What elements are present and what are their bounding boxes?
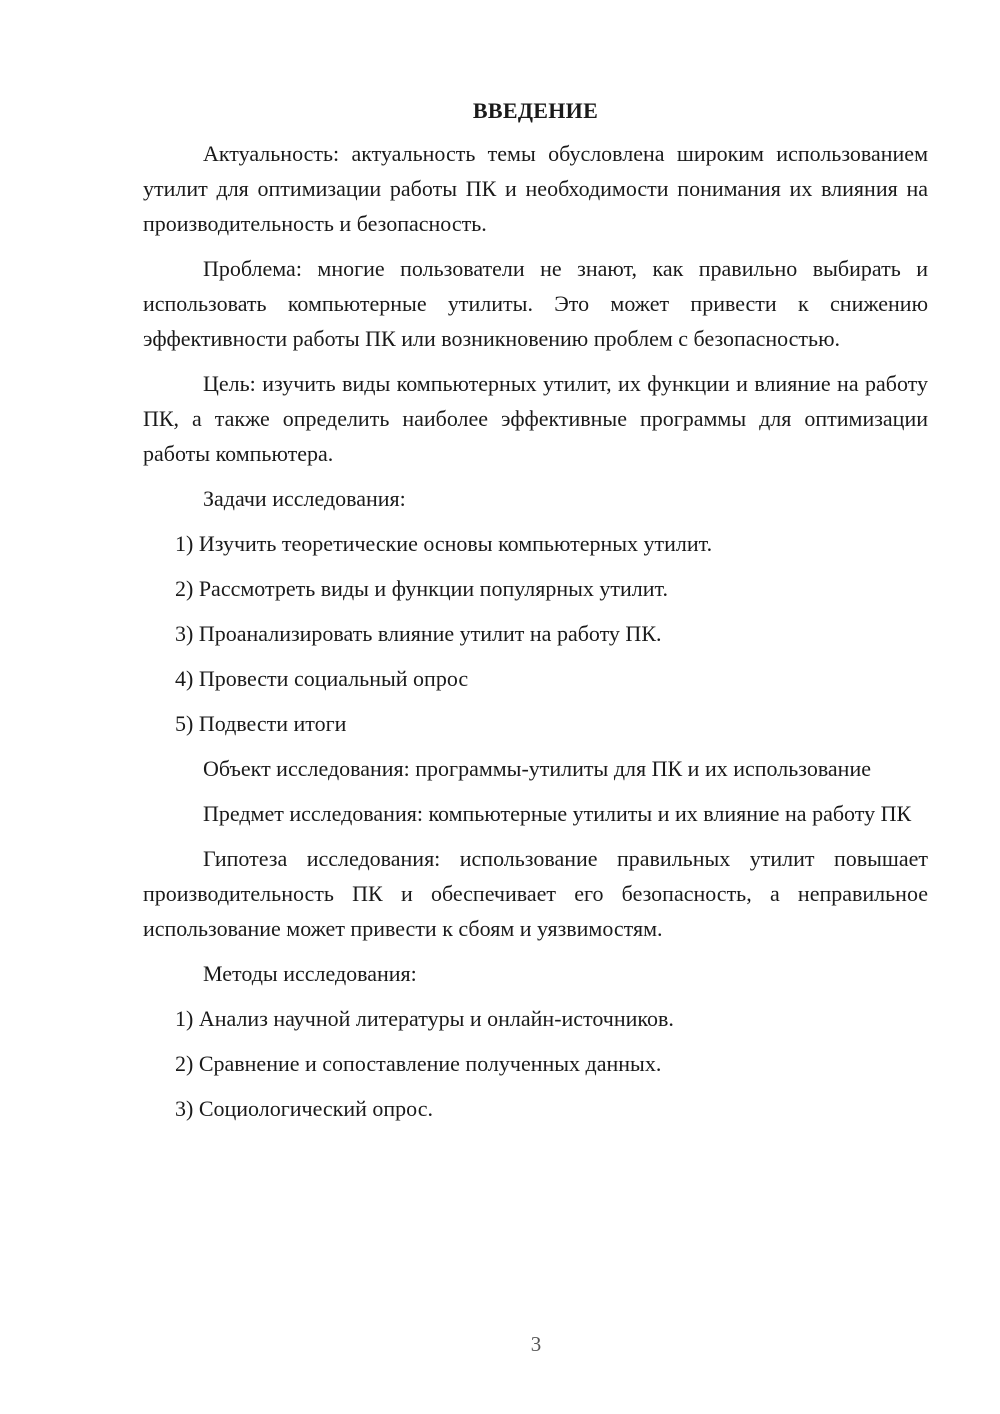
list-item: 3) Социологический опрос.	[175, 1096, 433, 1121]
methods-heading: Методы исследования:	[203, 961, 417, 986]
goal-paragraph: Цель: изучить виды компьютерных утилит, их функции и влияние на работу ПК, а также определить наиболее эффективные программы для оптимизации работы компьютера.	[143, 371, 928, 466]
list-item: 2) Рассмотреть виды и функции популярных утилит.	[175, 576, 669, 601]
subject-paragraph: Предмет исследования: компьютерные утилиты и их влияние на работу ПК	[203, 801, 912, 826]
list-item: 1) Изучить теоретические основы компьютерных утилит.	[175, 531, 713, 556]
tasks-list	[143, 526, 928, 741]
hypothesis-paragraph: Гипотеза исследования: использование правильных утилит повышает производительность ПК и обеспечивает его безопасность, а неправильное использование может привести к сбоям и уязвимостям.	[143, 846, 928, 941]
problem-paragraph: Проблема: многие пользователи не знают, как правильно выбирать и использовать компьютерные утилиты. Это может привести к снижению эффективности работы ПК или возникновению проблем с безопасностью.	[143, 256, 928, 351]
methods-list	[143, 1001, 928, 1126]
object-paragraph: Объект исследования: программы-утилиты для ПК и их использование	[203, 756, 871, 781]
page-number: 3	[530, 1332, 542, 1356]
list-item: 4) Провести социальный опрос	[175, 666, 469, 691]
list-item: 5) Подвести итоги	[175, 711, 347, 736]
list-item: 2) Сравнение и сопоставление полученных данных.	[175, 1051, 662, 1076]
list-item: 1) Анализ научной литературы и онлайн-источников.	[175, 1006, 674, 1031]
page-title: ВВЕДЕНИЕ	[472, 98, 599, 123]
relevance-paragraph: Актуальность: актуальность темы обусловлена широким использованием утилит для оптимизации работы ПК и необходимости понимания их влияния на производительность и безопасность.	[143, 141, 928, 236]
list-item: 3) Проанализировать влияние утилит на работу ПК.	[175, 621, 662, 646]
tasks-heading: Задачи исследования:	[203, 486, 406, 511]
page-content	[143, 96, 928, 1136]
